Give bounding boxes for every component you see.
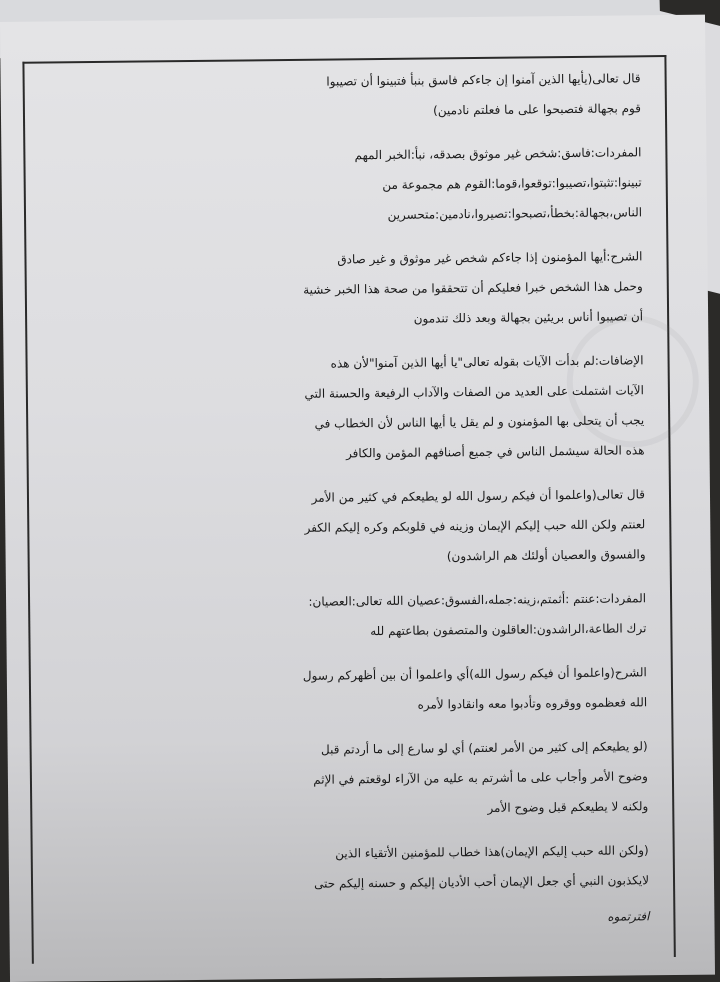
text-line: والفسوق والعصيان أولئك هم الراشدون) (446, 547, 646, 564)
text-line: يجب أن يتحلى بها المؤمنون و لم يقل يا أيها الناس لأن الخطاب في (314, 413, 645, 431)
vocabulary-paragraph-2 (46, 583, 647, 649)
text-line: لايكذبون النبي أي جعل الإيمان أحب الأديان إليكم و حسنه إليكم حتى (314, 873, 650, 891)
text-line: الشرح:أيها المؤمنون إذا جاءكم شخص غير موثوق و غير صادق (337, 249, 643, 267)
verse-paragraph-1 (41, 63, 642, 129)
text-line: وحمل هذا الشخص خبرا فعليكم أن تتحققوا من صحة هذا الخبر خشية (303, 279, 643, 297)
verse-paragraph-2 (45, 479, 646, 575)
explanation-paragraph-4 (49, 835, 650, 937)
text-line: تبينوا:تثبتوا،تصيبوا:توقعوا،قوما:القوم هم مجموعة من (382, 175, 642, 193)
text-line: ولكنه لا يطيعكم قبل وضوح الأمر (487, 799, 649, 815)
text-line: وضوح الأمر وأجاب على ما أشرتم به عليه من الآراء لوقعتم في الإثم (313, 769, 649, 787)
additions-paragraph (43, 345, 644, 471)
text-line: الآيات اشتملت على العديد من الصفات والآداب الرفيعة والحسنة التي (304, 383, 644, 401)
document-body (41, 63, 650, 951)
document-page (0, 15, 715, 982)
explanation-paragraph-3 (47, 731, 648, 827)
text-line: المفردات:فاسق:شخص غير موثوق بصدقه، نبأ:الخبر المهم (354, 145, 642, 163)
vocabulary-paragraph-1 (41, 137, 642, 233)
text-line: الناس،بجهالة:بخطأ،تصبحوا:تصيروا،نادمين:متحسرين (387, 205, 643, 222)
text-line: المفردات:عنتم :أثمتم،زينه:جمله،الفسوق:عصيان الله تعالى:العصيان: (308, 591, 647, 609)
text-line: قال تعالى(يأيها الذين آمنوا إن جاءكم فاسق بنبأ فتبينوا أن تصيبوا (326, 71, 641, 89)
text-line: (لو يطيعكم إلى كثير من الأمر لعنتم) أي لو سارع إلى ما أردتم قبل (320, 739, 648, 757)
text-line: الإضافات:لم بدأت الآيات بقوله تعالى"يا أيها الذين آمنوا"لأن هذه (330, 353, 644, 371)
continuation-word: افترتموه (607, 909, 650, 924)
text-line: الشرح(واعلموا أن فيكم رسول الله)أي واعلموا أن بين أظهركم رسول (302, 665, 647, 683)
text-line: هذه الحالة سيشمل الناس في جميع أصنافهم المؤمن والكافر (345, 443, 645, 461)
text-line: (ولكن الله حبب إليكم الإيمان)هذا خطاب للمؤمنين الأتقياء الذين (335, 843, 649, 861)
text-line: قال تعالى(واعلموا أن فيكم رسول الله لو يطيعكم في كثير من الأمر (311, 487, 646, 505)
text-line: قوم بجهالة فتصبحوا على ما فعلتم نادمين) (433, 101, 642, 118)
text-line: أن تصيبوا أناس بريئين بجهالة وبعد ذلك تندمون (413, 309, 644, 326)
explanation-paragraph-2 (47, 657, 648, 723)
text-line: لعنتم ولكن الله حبب إليكم الإيمان وزينه في قلوبكم وكره إليكم الكفر (304, 517, 646, 535)
text-line: ترك الطاعة،الراشدون:العاقلون والمتصفون بطاعتهم لله (370, 621, 647, 639)
explanation-paragraph-1 (42, 241, 643, 337)
text-line: الله فعظموه ووقروه وتأدبوا معه وانقادوا لأمره (417, 695, 648, 712)
